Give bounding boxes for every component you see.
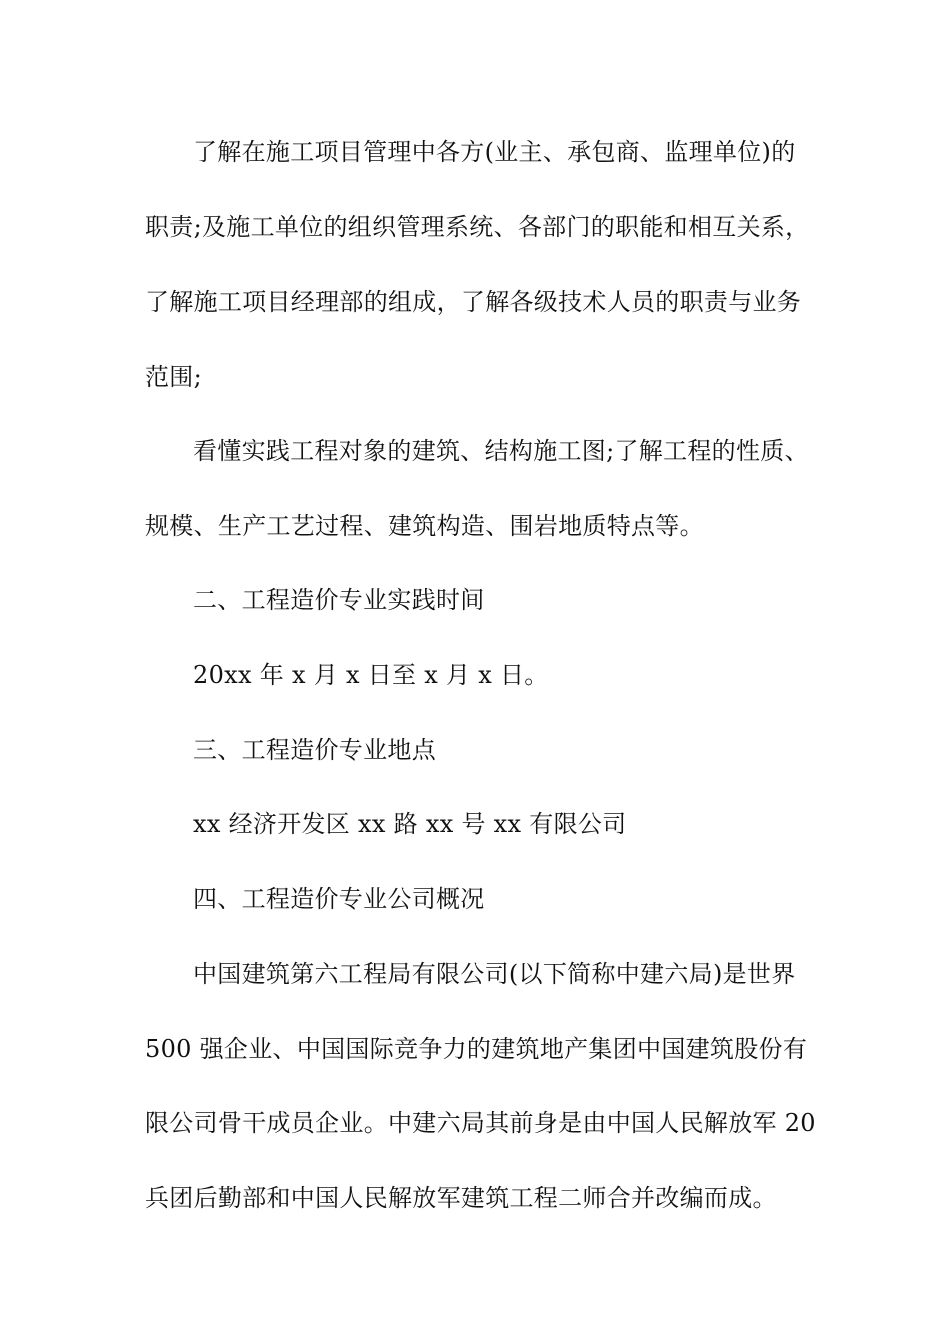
- paragraph-line: 了解施工项目经理部的组成，了解各级技术人员的职责与业务: [145, 288, 802, 316]
- paragraph-line: 兵团后勤部和中国人民解放军建筑工程二师合并改编而成。: [145, 1184, 777, 1212]
- paragraph-line: 看懂实践工程对象的建筑、结构施工图;了解工程的性质、: [193, 437, 809, 465]
- paragraph-line: 了解在施工项目管理中各方(业主、承包商、监理单位)的: [193, 138, 796, 166]
- paragraph-line: 限公司骨干成员企业。中建六局其前身是由中国人民解放军 20: [145, 1109, 816, 1137]
- section-heading: 三、工程造价专业地点: [193, 736, 436, 764]
- section-heading: 四、工程造价专业公司概况: [193, 885, 485, 913]
- section-heading: 二、工程造价专业实践时间: [193, 586, 485, 614]
- paragraph-line: 20xx 年 x 月 x 日至 x 月 x 日。: [193, 661, 549, 689]
- paragraph-line: 范围;: [145, 363, 202, 391]
- paragraph-line: 500 强企业、中国国际竞争力的建筑地产集团中国建筑股份有: [145, 1035, 808, 1063]
- paragraph-line: 职责;及施工单位的组织管理系统、各部门的职能和相互关系，: [145, 213, 810, 241]
- paragraph-line: xx 经济开发区 xx 路 xx 号 xx 有限公司: [193, 810, 627, 838]
- paragraph-line: 中国建筑第六工程局有限公司(以下简称中建六局)是世界: [193, 960, 796, 988]
- paragraph-line: 规模、生产工艺过程、建筑构造、围岩地质特点等。: [145, 512, 704, 540]
